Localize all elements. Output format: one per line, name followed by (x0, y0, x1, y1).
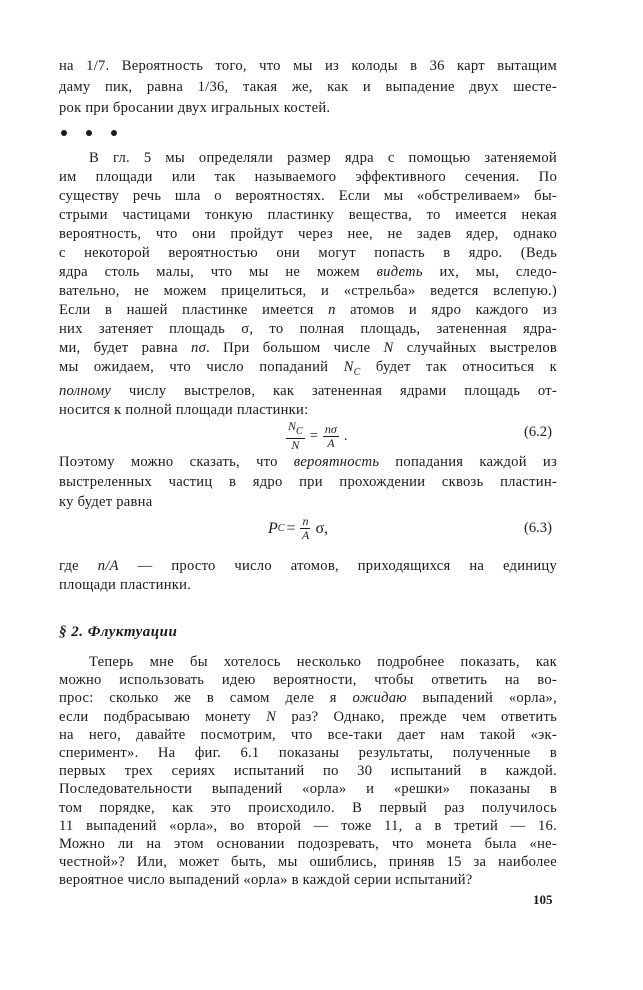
text-segment: раз? Однако, прежде чем ответить (276, 708, 557, 725)
italic-text: ожидаю (352, 690, 407, 707)
text-line (59, 817, 557, 835)
text-segment: том порядке, как это происходило. В первый раз получилось (59, 799, 557, 816)
italic-text: полному (59, 383, 112, 399)
numerator: N (288, 419, 297, 433)
dot (111, 130, 117, 136)
text-segment: Теперь мне бы хотелось несколько подробнее показать, как (89, 654, 557, 670)
text-segment: на него, давайте посмотрим, что все-таки дает нам такой «эк- (59, 726, 557, 743)
text-line (59, 744, 557, 762)
text-segment: будет так относиться к (360, 359, 557, 375)
text-line (59, 726, 557, 744)
text-segment: с некоторой вероятностью они могут попасть в ядро. (Ведь (59, 245, 557, 261)
equals-sign: = (309, 427, 318, 444)
text-segment: им площади или так называемого эффективного сечения. По (59, 169, 557, 185)
equation-number: (6.3) (524, 520, 552, 536)
paragraph-fluctuations (59, 653, 557, 890)
text-segment: вероятное число выпадений «орла» в каждой серии испытаний? (59, 872, 473, 889)
text-segment: ми, будет равна (59, 340, 192, 356)
fraction-rhs (323, 423, 339, 450)
text-segment: В гл. 5 мы определяли размер ядра с помощью затеняемой (89, 150, 557, 166)
denominator: A (301, 528, 310, 542)
text-segment: даму пик, равна 1/36, такая же, как и выпадение двух шесте- (59, 79, 557, 95)
text-line (59, 339, 557, 358)
italic-text: N (343, 359, 354, 375)
text-segment: можно использовать идею вероятности, чтобы ответить на во- (59, 672, 557, 689)
text-line (59, 77, 557, 98)
numerator: n (302, 514, 309, 528)
text-segment: где (59, 558, 98, 574)
text-line (59, 320, 557, 339)
text-line (59, 557, 557, 576)
text-line (59, 98, 557, 119)
text-line (59, 168, 557, 187)
text-line (59, 244, 557, 263)
italic-text: nσ (191, 340, 207, 356)
section-separator-dots (61, 124, 136, 141)
text-line (59, 780, 557, 798)
text-segment: . При большом числе (206, 340, 384, 356)
text-line (59, 225, 557, 244)
text-segment: Можно ли на этом основании подозревать, что монета была «не- (59, 836, 557, 853)
text-segment: — просто число атомов, приходящихся на единицу (118, 558, 557, 574)
text-segment: вероятность, что они пройдут через нее, не задев ядер, однако (59, 226, 557, 242)
text-segment: первых трех сериях испытаний по 30 испытаний в каждой. (59, 763, 557, 780)
denominator: N (291, 438, 300, 452)
equals-sign: = (286, 519, 296, 537)
equation-6-3 (0, 515, 643, 543)
text-segment: числу выстрелов, как затененная ядрами площадь от- (111, 383, 557, 399)
italic-text: вероятность (293, 454, 380, 470)
text-line (59, 187, 557, 206)
text-line (59, 762, 557, 780)
text-line (59, 689, 557, 707)
text-segment: них затеняет площадь σ, то полная площадь, затененная ядра- (59, 321, 557, 337)
italic-text: n (328, 302, 336, 318)
text-line (59, 401, 557, 420)
text-line (59, 653, 557, 671)
text-line (59, 56, 557, 77)
fraction (300, 515, 310, 542)
text-segment: ядра столь малы, что мы не можем (59, 264, 377, 280)
text-segment: носится к полной площади пластинки: (59, 402, 309, 418)
text-line (59, 282, 557, 301)
text-line (59, 301, 557, 320)
text-segment: прос: сколько же в самом деле я (59, 690, 353, 707)
paragraph-card-probability (59, 56, 557, 119)
text-line (59, 835, 557, 853)
text-line (59, 452, 557, 472)
paragraph-cross-section (59, 149, 557, 420)
paragraph-probability-hit (59, 452, 557, 512)
text-segment: если подбрасываю монету (59, 708, 267, 725)
subscript: C (277, 523, 285, 534)
text-line (59, 263, 557, 282)
text-segment: ку будет равна (59, 494, 153, 510)
text-line (59, 671, 557, 689)
text-segment: атомов и ядро каждого из (335, 302, 557, 318)
text-segment: Поэтому можно сказать, что (59, 454, 294, 470)
text-line (59, 853, 557, 871)
text-line (59, 472, 557, 492)
text-segment: их, мы, следо- (422, 264, 557, 280)
text-line (59, 871, 557, 889)
italic-text: N (383, 340, 394, 356)
text-line (59, 708, 557, 726)
text-segment: на 1/7. Вероятность того, что мы из колоды в 36 карт вытащим (59, 58, 557, 74)
text-segment: Если в нашей пластинке имеется (59, 302, 329, 318)
text-segment: Последовательности выпадений «орла» и «решки» показаны в (59, 781, 557, 798)
italic-text: N (266, 708, 277, 725)
text-segment: существу речь шла о вероятностях. Если мы «обстреливаем» бы- (59, 188, 557, 204)
paragraph-n-over-a (59, 557, 557, 595)
dot (86, 130, 92, 136)
text-line (59, 492, 557, 512)
numerator: nσ (324, 421, 337, 436)
text-segment: честной»? Или, может быть, мы ошиблись, приняв 15 за наиболее (59, 854, 557, 871)
dot (61, 130, 67, 136)
text-segment: случайных выстрелов (393, 340, 558, 356)
text-segment: площади пластинки. (59, 577, 192, 593)
text-segment: рок при бросании двух игральных костей. (59, 100, 331, 116)
denominator: A (327, 435, 335, 450)
text-segment: стрыми частицами тонкую пластинку вещества, то имеется некая (59, 207, 557, 223)
text-segment: выстреленных частиц в ядро при прохождении сквозь пластин- (59, 474, 557, 490)
subscript: C (296, 426, 303, 437)
text-segment: мы ожидаем, что число попаданий (59, 359, 344, 375)
text-line (59, 799, 557, 817)
text-line (59, 382, 557, 401)
text-line (59, 358, 557, 382)
page-number: 105 (533, 892, 553, 907)
sigma-term: σ, (315, 519, 329, 537)
italic-text: n/A (97, 558, 119, 574)
text-segment: 11 выпадений «орла», во второй — тоже 11, а в третий — 16. (59, 817, 557, 834)
section-heading: § 2. Флуктуации (59, 624, 178, 640)
variable-p: P (268, 519, 278, 537)
text-segment: выпадений «орла», (406, 690, 557, 707)
equation-number: (6.2) (524, 424, 552, 440)
equation-6-2 (0, 419, 643, 452)
text-line (59, 149, 557, 168)
fraction-lhs (286, 420, 305, 452)
italic-text: видеть (376, 264, 423, 280)
text-line (59, 206, 557, 225)
subscript: C (353, 367, 361, 378)
text-segment: попадания каждой из (379, 454, 557, 470)
equation-punctuation: . (343, 427, 348, 444)
text-segment: вательно, не можем прицелиться, и «стрельба» ведется вслепую.) (59, 283, 557, 299)
text-segment: сперимент». На фиг. 6.1 показаны результаты, полученные в (59, 745, 557, 762)
text-line (59, 576, 557, 595)
